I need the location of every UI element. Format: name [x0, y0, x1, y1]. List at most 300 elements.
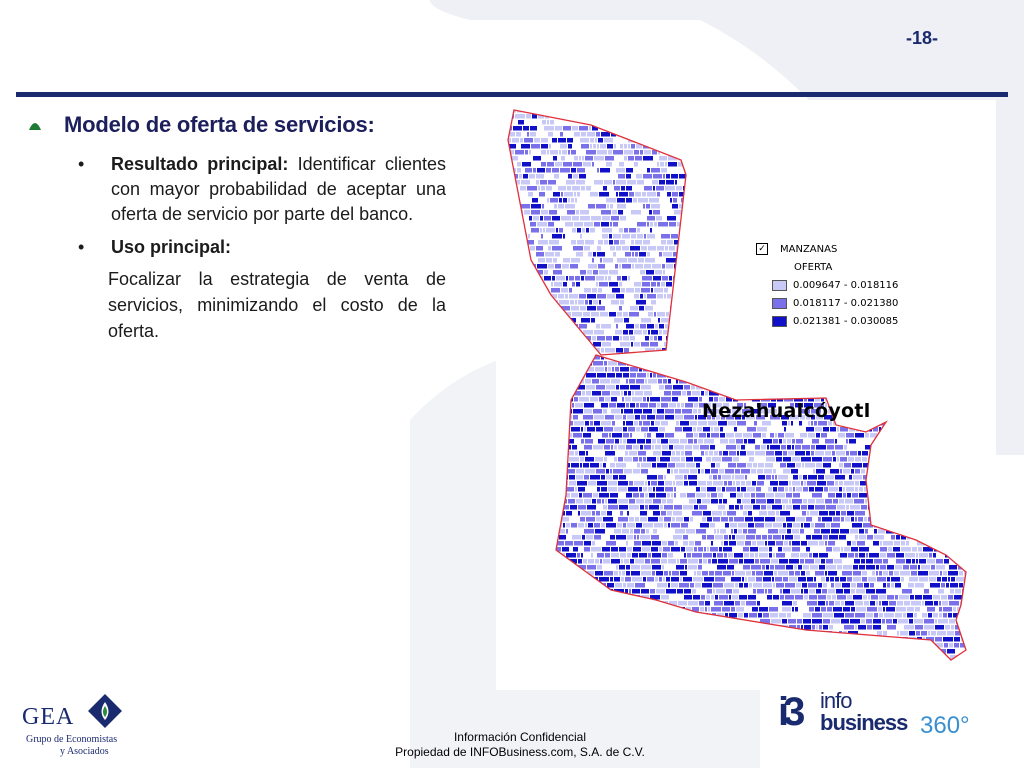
city-block [909, 631, 915, 636]
city-block [645, 559, 650, 564]
city-block [596, 427, 603, 432]
city-block [647, 397, 649, 402]
city-block [889, 571, 893, 576]
city-block [590, 397, 598, 402]
city-block [796, 517, 805, 522]
city-block [736, 439, 743, 444]
city-block [852, 463, 862, 468]
city-block [614, 571, 618, 576]
city-block [692, 589, 696, 594]
city-block [581, 144, 589, 149]
city-block [804, 595, 808, 600]
city-block [610, 204, 613, 209]
city-block [629, 481, 633, 486]
city-block [552, 168, 559, 173]
city-block [825, 541, 827, 546]
city-block [792, 481, 800, 486]
city-block [568, 150, 570, 155]
city-block [634, 330, 642, 335]
city-block [735, 475, 744, 480]
city-block [789, 577, 797, 582]
city-block [693, 427, 696, 432]
city-block [533, 156, 541, 161]
city-block [705, 601, 710, 606]
city-block [680, 559, 687, 564]
city-block [873, 541, 879, 546]
city-block [729, 535, 731, 540]
city-block [699, 601, 704, 606]
city-block [839, 463, 843, 468]
city-block [646, 270, 654, 275]
city-block [732, 475, 734, 480]
city-block [647, 168, 650, 173]
gea-diamond-icon [88, 694, 122, 728]
city-block [879, 595, 886, 600]
city-block [635, 559, 644, 564]
city-block [783, 469, 790, 474]
city-block [840, 457, 847, 462]
city-block [637, 463, 640, 468]
city-block [747, 463, 752, 468]
city-block [605, 415, 614, 420]
city-block [907, 613, 913, 618]
city-block [819, 511, 828, 516]
city-block [879, 571, 882, 576]
city-block [775, 577, 782, 582]
city-block [637, 222, 646, 227]
city-block [606, 469, 609, 474]
city-block [558, 204, 564, 209]
city-block [683, 505, 693, 510]
city-block [731, 529, 733, 534]
city-block [575, 403, 583, 408]
city-block [583, 162, 591, 167]
city-block [627, 439, 636, 444]
city-block [701, 595, 705, 600]
city-block [633, 493, 639, 498]
city-block [708, 607, 710, 612]
city-block [610, 535, 615, 540]
city-block [544, 126, 554, 131]
city-block [764, 469, 772, 474]
city-block [568, 174, 572, 179]
checkbox-checked-icon[interactable]: ✓ [756, 243, 768, 255]
city-block [541, 210, 548, 215]
city-block [593, 493, 598, 498]
city-block [674, 505, 682, 510]
city-block [624, 228, 628, 233]
city-block [609, 270, 618, 275]
city-block [530, 246, 535, 251]
city-block [664, 288, 668, 293]
city-block [681, 457, 685, 462]
city-block [696, 529, 706, 534]
city-block [855, 625, 857, 630]
city-block [835, 601, 840, 606]
city-block [899, 595, 909, 600]
city-block [574, 132, 580, 137]
city-block [533, 216, 539, 221]
city-block [615, 264, 618, 269]
city-block [743, 529, 747, 534]
city-block [659, 577, 662, 582]
city-block [692, 553, 702, 558]
city-block [811, 445, 815, 450]
legend-layer-row[interactable] [756, 240, 898, 258]
city-block [645, 258, 655, 263]
city-block [600, 258, 602, 263]
city-block [761, 445, 766, 450]
legend-class [756, 276, 898, 294]
city-block [613, 222, 618, 227]
gea-line2: y Asociados [60, 746, 109, 757]
city-block [593, 270, 598, 275]
city-block [635, 324, 639, 329]
city-block [572, 535, 581, 540]
city-block [625, 252, 631, 257]
city-block [654, 336, 657, 341]
city-block [717, 487, 721, 492]
city-block [859, 529, 864, 534]
city-block [844, 481, 854, 486]
city-block [611, 559, 620, 564]
city-block [610, 577, 613, 582]
city-block [647, 415, 655, 420]
city-block [667, 294, 671, 299]
city-block [629, 451, 637, 456]
city-block [571, 258, 580, 263]
city-block [605, 451, 615, 456]
city-block [692, 511, 702, 516]
city-block [671, 583, 678, 588]
city-block [641, 288, 650, 293]
city-block [592, 336, 596, 341]
city-block [595, 367, 604, 372]
city-block [601, 132, 610, 137]
city-block [778, 433, 784, 438]
city-block [739, 583, 743, 588]
city-block [626, 288, 634, 293]
city-block [945, 625, 950, 630]
city-block [601, 487, 607, 492]
city-block [859, 565, 865, 570]
city-block [602, 234, 608, 239]
city-block [567, 138, 573, 143]
city-block [562, 150, 567, 155]
city-block [943, 607, 952, 612]
city-block [698, 481, 706, 486]
city-block [623, 427, 627, 432]
city-block [651, 559, 660, 564]
city-block [771, 559, 778, 564]
city-block [597, 246, 601, 251]
city-block [586, 373, 596, 378]
city-block [651, 535, 659, 540]
city-block [616, 246, 621, 251]
city-block [789, 541, 791, 546]
city-block [609, 234, 612, 239]
city-block [666, 312, 669, 317]
city-block [657, 246, 664, 251]
city-block [649, 505, 659, 510]
city-block [853, 577, 861, 582]
city-block [647, 577, 654, 582]
city-block [709, 451, 713, 456]
city-block [577, 553, 580, 558]
city-block [725, 523, 729, 528]
city-block [745, 541, 751, 546]
city-block [776, 541, 783, 546]
city-block [619, 282, 622, 287]
city-block [672, 517, 675, 522]
city-block [619, 565, 625, 570]
city-block [770, 565, 774, 570]
city-block [542, 120, 546, 125]
city-block [787, 439, 791, 444]
city-block [801, 505, 807, 510]
city-block [836, 451, 845, 456]
city-block [806, 427, 814, 432]
city-block [610, 463, 615, 468]
city-block [878, 607, 882, 612]
city-block [602, 433, 608, 438]
city-block [823, 457, 832, 462]
city-block [596, 132, 600, 137]
city-block [823, 619, 830, 624]
city-block [806, 547, 810, 552]
city-block [549, 144, 551, 149]
city-block [616, 348, 623, 353]
city-block [702, 535, 706, 540]
city-block [580, 216, 590, 221]
city-block [664, 571, 668, 576]
city-block [846, 439, 848, 444]
city-block [593, 300, 598, 305]
city-block [766, 565, 769, 570]
city-block [748, 529, 756, 534]
city-block [853, 595, 862, 600]
city-block [682, 391, 686, 396]
city-block [821, 577, 825, 582]
ib-word-info: info [820, 688, 852, 713]
city-block [673, 535, 682, 540]
city-block [765, 517, 775, 522]
city-block [560, 168, 570, 173]
city-block [773, 535, 781, 540]
city-block [696, 487, 700, 492]
city-block [571, 150, 576, 155]
city-block [657, 439, 660, 444]
city-block [633, 469, 640, 474]
city-block [740, 505, 743, 510]
city-block [635, 252, 638, 257]
city-block [948, 613, 952, 618]
city-block [587, 306, 596, 311]
city-block [567, 210, 575, 215]
page-number: -18- [905, 28, 938, 48]
city-block [695, 541, 701, 546]
city-block [621, 391, 623, 396]
city-block [714, 601, 723, 606]
city-block [598, 288, 602, 293]
city-block [736, 535, 745, 540]
city-block [795, 445, 801, 450]
city-block [715, 595, 718, 600]
city-block [859, 493, 867, 498]
footer-line1: Información Confidencial [453, 730, 587, 744]
infobusiness-logo [772, 686, 992, 744]
city-block [657, 282, 660, 287]
city-block [656, 493, 666, 498]
city-block [657, 192, 660, 197]
city-block [546, 186, 552, 191]
city-block [822, 517, 832, 522]
city-block [779, 559, 788, 564]
city-block [867, 625, 872, 630]
city-block [526, 114, 531, 119]
city-block [604, 571, 613, 576]
city-block [855, 553, 858, 558]
city-block [585, 439, 593, 444]
city-block [883, 559, 888, 564]
city-block [638, 258, 644, 263]
city-block [586, 150, 596, 155]
city-block [613, 150, 623, 155]
city-block [697, 499, 701, 504]
city-block [795, 451, 805, 456]
city-block [666, 174, 670, 179]
city-block [672, 397, 678, 402]
city-block [862, 577, 867, 582]
city-block [553, 192, 560, 197]
city-block [523, 174, 528, 179]
city-block [803, 619, 811, 624]
city-block [643, 409, 652, 414]
city-block [929, 577, 936, 582]
city-block [800, 553, 808, 558]
city-block [796, 583, 801, 588]
city-block [836, 493, 842, 498]
city-block [744, 559, 754, 564]
city-block [897, 601, 903, 606]
city-block [595, 529, 605, 534]
city-block [684, 553, 686, 558]
city-block [791, 469, 798, 474]
city-block [629, 312, 639, 317]
city-block [914, 613, 917, 618]
city-block [575, 487, 577, 492]
city-block [685, 403, 693, 408]
city-block [619, 192, 628, 197]
city-block [665, 415, 674, 420]
city-block [724, 541, 728, 546]
city-block [667, 493, 670, 498]
city-block [630, 403, 635, 408]
city-block [630, 433, 632, 438]
city-block [704, 547, 706, 552]
city-block [866, 559, 873, 564]
city-block [592, 288, 597, 293]
city-block [815, 607, 820, 612]
city-block [812, 625, 815, 630]
city-block [569, 288, 572, 293]
city-block [539, 192, 545, 197]
city-block [775, 565, 785, 570]
city-block [630, 373, 636, 378]
city-block [659, 252, 662, 257]
city-block [579, 451, 585, 456]
city-block [523, 126, 529, 131]
city-block [715, 577, 725, 582]
city-block [606, 475, 612, 480]
city-block [631, 234, 636, 239]
city-block [713, 583, 723, 588]
city-block [808, 505, 814, 510]
city-block [609, 403, 616, 408]
city-block [631, 571, 640, 576]
city-block [675, 475, 683, 480]
city-block [531, 228, 539, 233]
city-block [744, 439, 747, 444]
city-block [701, 487, 706, 492]
city-block [893, 619, 897, 624]
city-block [548, 132, 553, 137]
city-block [617, 523, 622, 528]
city-block [662, 565, 664, 570]
city-block [773, 439, 778, 444]
city-block [562, 547, 569, 552]
city-block [857, 583, 863, 588]
city-block [651, 204, 660, 209]
city-block [626, 565, 630, 570]
city-block [695, 415, 697, 420]
city-block [688, 439, 693, 444]
bullet-dot: • [78, 237, 85, 257]
city-block [915, 583, 924, 588]
city-block [746, 601, 756, 606]
city-block [786, 493, 792, 498]
city-block [627, 553, 631, 558]
city-block [804, 625, 811, 630]
city-block [561, 192, 563, 197]
city-block [953, 607, 956, 612]
city-block [572, 403, 574, 408]
city-block [769, 607, 778, 612]
city-block [609, 282, 618, 287]
city-block [631, 565, 640, 570]
city-block [663, 270, 665, 275]
city-block [716, 589, 725, 594]
city-block [659, 156, 667, 161]
city-block [793, 505, 800, 510]
city-block [667, 499, 673, 504]
city-block [597, 144, 599, 149]
city-block [916, 631, 920, 636]
city-block [584, 445, 592, 450]
city-block [647, 252, 650, 257]
city-block [636, 174, 642, 179]
city-block [789, 487, 792, 492]
city-block [756, 535, 761, 540]
city-block [840, 553, 847, 558]
city-block [560, 132, 563, 137]
city-block [538, 186, 540, 191]
city-block [788, 451, 794, 456]
city-block [785, 535, 793, 540]
city-block [671, 577, 679, 582]
city-block [521, 204, 530, 209]
legend-class [756, 312, 898, 330]
